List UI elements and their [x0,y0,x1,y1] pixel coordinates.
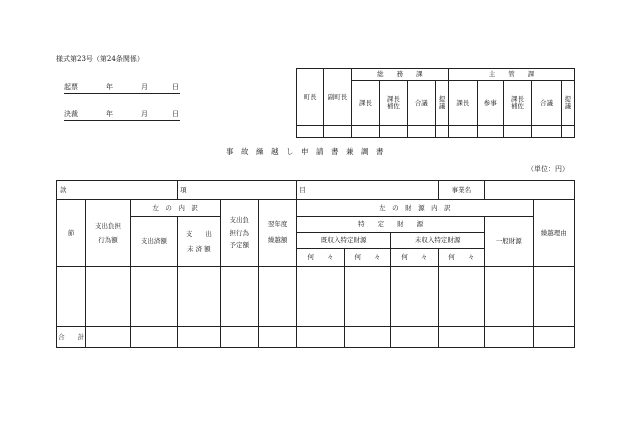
form-id: 様式第23号（第24条関係） [56,55,144,63]
entry-cell[interactable] [130,267,177,327]
nani-header: 何 々 [344,249,390,267]
shukan-col-kacho: 課長 [449,81,477,126]
moku-label: 目 [297,181,344,200]
total-cell[interactable] [485,327,533,348]
nani-header: 何 々 [297,249,344,267]
kessai-label: 決裁 [64,110,78,118]
total-cell[interactable] [297,327,344,348]
shishutsu-mizumi-header: 支 出 未 済 額 [178,217,220,267]
entry-cell[interactable] [297,267,344,327]
stamp-cell[interactable] [561,126,574,138]
yokunendo-header: 翌年度 繰越額 [258,200,296,267]
tokutei-header: 特 定 財 源 [297,217,485,233]
total-cell[interactable] [533,327,574,348]
ko-value[interactable] [220,181,297,200]
stamp-cell[interactable] [532,126,562,138]
ko-label: 項 [178,181,220,200]
chocho-header: 町長 [297,69,324,126]
shishutsu-zumi-header: 支出済額 [130,217,177,267]
stamp-cell[interactable] [435,126,448,138]
somu-col-kacho: 課長 [351,81,379,126]
kiso-line [64,84,180,94]
kessai-year: 年 [106,110,113,118]
total-cell[interactable] [391,327,438,348]
shukan-header: 主 管 課 [449,69,575,81]
total-cell[interactable] [438,327,484,348]
stamp-cell[interactable] [380,126,407,138]
entry-cell[interactable] [533,267,574,327]
kishuunyu-header: 既収入特定財源 [297,233,391,249]
entry-cell[interactable] [220,267,258,327]
total-cell[interactable] [220,327,258,348]
entry-cell[interactable] [57,267,86,327]
entry-cell[interactable] [344,267,390,327]
zaigen-uchiwake-header: 左 の 財 源 内 訳 [297,200,533,217]
entry-cell[interactable] [86,267,130,327]
somu-col-hosa: 課長補佐 [380,81,407,126]
ippan-header: 一般財源 [485,217,533,267]
kessai-day: 日 [172,110,179,118]
jigyo-value[interactable] [485,181,575,200]
total-cell[interactable] [258,327,296,348]
document-title: 事 故 繰 越 し 申 請 書 兼 調 書 [226,147,384,156]
kiso-label: 起票 [64,83,78,91]
shishutsu-futan-header: 支出負担 行為額 [86,200,130,267]
unit-label: （単位：円） [527,165,569,173]
kan-value[interactable] [86,181,178,200]
somu-header: 総 務 課 [351,69,448,81]
entry-cell[interactable] [391,267,438,327]
kiso-day: 日 [172,83,179,91]
stamp-cell[interactable] [297,126,324,138]
hidari-uchiwake-header: 左 の 内 訳 [130,200,220,217]
jigyo-label: 事業名 [438,181,484,200]
total-row [57,327,575,348]
total-cell[interactable] [178,327,220,348]
setsu-header: 節 [57,200,86,267]
stamp-cell[interactable] [324,126,351,138]
entry-cell[interactable] [485,267,533,327]
entry-cell[interactable] [178,267,220,327]
riyu-header: 繰越理由 [533,200,574,267]
approval-table [296,68,575,138]
mishuunyu-header: 未収入特定財源 [391,233,485,249]
stamp-cell[interactable] [407,126,435,138]
kessai-month: 月 [141,110,148,118]
shukan-col-teigi: 提議 [561,81,574,126]
stamp-cell[interactable] [351,126,379,138]
total-cell[interactable] [344,327,390,348]
somu-col-gogi: 合議 [407,81,435,126]
kiso-month: 月 [141,83,148,91]
kan-label: 款 [57,181,86,200]
entry-row [57,267,575,327]
total-cell[interactable] [130,327,177,348]
stamp-cell[interactable] [503,126,531,138]
kiso-year: 年 [106,83,113,91]
kessai-line [64,111,180,121]
entry-cell[interactable] [258,267,296,327]
main-table [56,180,575,348]
shukan-col-sanji: 参事 [477,81,503,126]
stamp-cell[interactable] [449,126,477,138]
fukuchocho-header: 副町長 [324,69,351,126]
total-label: 合 計 [57,327,86,348]
somu-col-teigi: 提議 [435,81,448,126]
shukan-col-hosa: 課長補佐 [503,81,531,126]
nani-header: 何 々 [391,249,438,267]
shukan-col-gogi: 合議 [532,81,562,126]
entry-cell[interactable] [438,267,484,327]
stamp-cell[interactable] [477,126,503,138]
total-cell[interactable] [86,327,130,348]
shishutsu-yotei-header: 支出負 担行為 予定額 [220,200,258,267]
nani-header: 何 々 [438,249,484,267]
moku-value[interactable] [344,181,438,200]
